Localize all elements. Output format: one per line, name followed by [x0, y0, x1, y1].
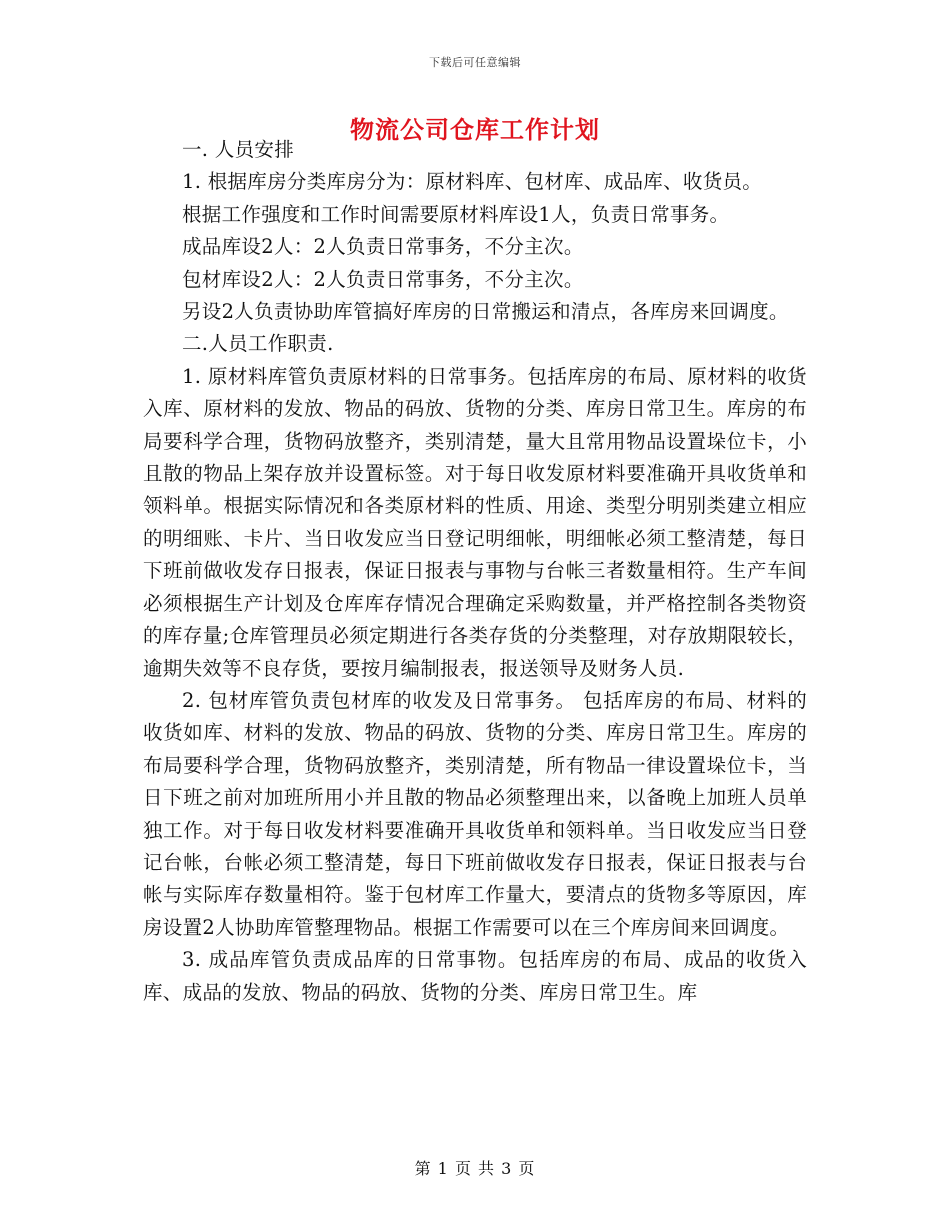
- paragraph-packaging-staff: 包材库设2人：2人负责日常事务，不分主次。: [182, 267, 584, 291]
- document-body: [143, 134, 807, 1009]
- paragraph-raw-material-duties: 1. 原材料库管负责原材料的日常事务。包括库房的布局、原材料的收货入库、原材料的发放、物品的码放、货物的分类、库房日常卫生。库房的布局要科学合理，货物码放整齐，类别清楚，量大且常用物品设置垛位卡，小且散的物品上架存放并设置标签。对于每日收发原材料要准确开具收货单和领料单。根据实际情况和各类原材料的性质、用途、类型分明别类建立相应的明细账、卡片、当日收发应当日登记明细帐，明细帐必须工整清楚，每日下班前做收发存日报表，保证日报表与事物与台帐三者数量相符。生产车间必须根据生产计划及仓库库存情况合理确定采购数量，并严格控制各类物资的库存量;仓库管理员必须定期进行各类存货的分类整理，对存放期限较长，逾期失效等不良存货，要按月编制报表，报送领导及财务人员.: [143, 364, 807, 680]
- page-number: 第 1 页 共 3 页: [414, 1159, 536, 1178]
- paragraph-finished-goods-staff: 成品库设2人：2人负责日常事务，不分主次。: [182, 235, 584, 259]
- paragraph-assistant-staff: 另设2人负责协助库管搞好库房的日常搬运和清点，各库房来回调度。: [182, 300, 789, 324]
- paragraph-packaging-duties: 2. 包材库管负责包材库的收发及日常事务。 包括库房的布局、材料的收货如库、材料的发放、物品的码放、货物的分类、库房日常卫生。库房的布局要科学合理，货物码放整齐，类别清楚，所有物品一律设置垛位卡，当日下班之前对加班所用小并且散的物品必须整理出来，以备晚上加班人员单独工作。对于每日收发材料要准确开具收货单和领料单。当日收发应当日登记台帐，台帐必须工整清楚，每日下班前做收发存日报表，保证日报表与台帐与实际库存数量相符。鉴于包材库工作量大，要清点的货物多等原因，库房设置2人协助库管整理物品。根据工作需要可以在三个库房间来回调度。: [143, 688, 807, 939]
- page-header-note: 下载后可任意编辑: [429, 56, 521, 69]
- section-heading-personnel: 一. 人员安排: [182, 138, 294, 161]
- paragraph-finished-goods-duties: 3. 成品库管负责成品库的日常事物。包括库房的布局、成品的收货入库、成品的发放、物品的码放、货物的分类、库房日常卫生。库: [143, 948, 807, 1004]
- document-title: 物流公司仓库工作计划: [350, 115, 600, 144]
- paragraph-warehouse-types: 1. 根据库房分类库房分为：原材料库、包材库、成品库、收货员。: [182, 170, 763, 194]
- section-heading-duties: 二.人员工作职责.: [182, 332, 334, 356]
- paragraph-raw-material-staff: 根据工作强度和工作时间需要原材料库设1人，负责日常事务。: [182, 202, 730, 226]
